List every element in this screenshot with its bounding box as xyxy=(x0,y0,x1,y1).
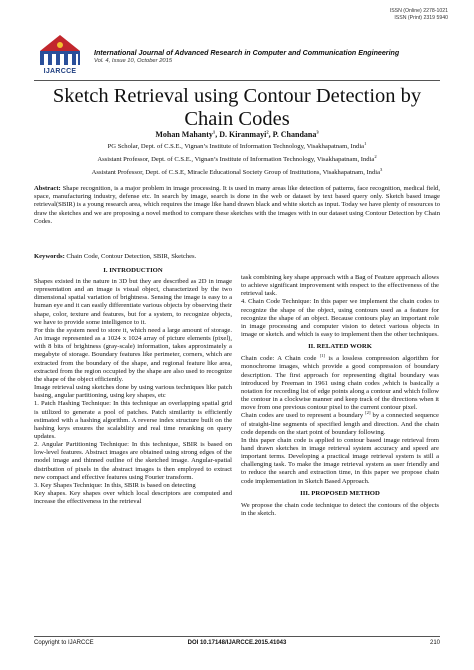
affiliation xyxy=(30,166,444,177)
paragraph: For this the system need to store it, which need a large amount of storage. An image represented as a 1024 x 1024 array of picture elements (pixel), with 8 bits of brightness (gray-scale) information, takes approximately a megabyte of storage. Boundary features like perimeter, corners, which are extracted from the boundary of the shape, and regional feature like area, extracted from the region occupied by the shape are also used to recognize the shape of the object efficiently. xyxy=(34,326,232,383)
paragraph xyxy=(241,355,439,412)
keywords xyxy=(34,253,440,261)
paragraph: Key shapes. Key shapes over which local descriptors are computed and increase the effectiveness in the retrieval xyxy=(34,490,232,506)
footer-rule xyxy=(34,636,440,637)
abstract xyxy=(34,185,440,226)
paragraph: Image retrieval using sketches done by using various techniques like patch basing, angular partitioning, using key shapes, etc xyxy=(34,384,232,400)
paper-title xyxy=(30,85,444,131)
logo-text: IJARCCE xyxy=(43,68,77,75)
paragraph: Shapes existed in the nature in 3D but they are described as 2D in image representation and an image is visual object, characterized by the two dimensional spatial variation of brightness. Sensing the image is easy to a human eye and it can easily differentiate various objects by observing their shape, color, texture and features, but for a system, to recognize objects, we have to provide some intelligence to it. xyxy=(34,278,232,326)
journal-name: International Journal of Advanced Research in Computer and Communication Engineering xyxy=(94,49,400,57)
issn-print: ISSN (Print) 2319 5940 xyxy=(394,15,448,21)
affiliation xyxy=(30,140,444,151)
author-separator: , xyxy=(215,130,220,139)
affiliation-mark: 1 xyxy=(364,140,367,146)
paragraph-text: Chain code: A Chain code xyxy=(241,355,320,363)
page-number: 210 xyxy=(429,640,440,646)
affiliation-text: Assistant Professor, Dept. of C.S.E., Vignan’s Institute of Information Technology, Visakhapatnam, India xyxy=(97,156,375,163)
paragraph: 3. Key Shapes Technique: In this, SBIR is based on detecting xyxy=(34,481,196,489)
abstract-label: Abstract: xyxy=(34,185,61,192)
paragraph: We propose the chain code technique to detect the contours of the objects in the sketch. xyxy=(241,501,439,517)
author-mark: 1 xyxy=(212,129,216,135)
affiliation-mark: 2 xyxy=(374,153,377,159)
paragraph: 1. Patch Hashing Technique: In this technique an overlapping spatial grid is utilized to generate a pool of patches. Patch similarity is efficiently estimated with a hashing algorithm. A reverse index structure built on the hashing keys ensures the scalability and real time reranking on query updates. xyxy=(34,400,232,440)
author-name: P. Chandana xyxy=(272,130,317,139)
copyright: Copyright to IJARCCE xyxy=(34,640,94,646)
doi: DOI 10.17148/IJARCCE.2015.41043 xyxy=(187,640,287,646)
title-line-1: Sketch Retrieval using Contour Detection by xyxy=(52,85,422,107)
author-separator: , xyxy=(268,130,273,139)
paragraph-text: Chain codes are used to represent a boundary xyxy=(241,412,366,420)
affiliation-text: Assistant Professor, Dept. of C.S.E, Miracle Educational Society Group of Institutions, Visakhapatnam, India xyxy=(91,169,381,176)
issn-online: ISSN (Online) 2278-1021 xyxy=(389,8,448,14)
title-line-2: Chain Codes xyxy=(184,108,290,130)
citation: [2] xyxy=(365,410,371,416)
journal-volume: Vol. 4, Issue 10, October 2015 xyxy=(94,58,173,64)
section-heading-proposed-method: III. PROPOSED METHOD xyxy=(300,489,380,497)
journal-logo xyxy=(34,33,86,67)
keywords-label: Keywords: xyxy=(34,253,65,260)
paragraph: task combining key shape approach with a Bag of Feature approach allows to achieve significant improvement with respect to the effectiveness of the retrieval task. xyxy=(241,274,439,298)
author-name: D. Kiranmayi xyxy=(219,130,267,139)
paragraph: 2. Angular Partitioning Technique: In this technique, SBIR is based on low-level features. Abstract images are obtained using strong edges of the model image and thinned outline of the sketched image. Angular-spatial distribution of pixels in the abstract images is then employed to extract new compact and effective features using Fourier transform. xyxy=(34,441,232,481)
paragraph xyxy=(241,412,439,436)
affiliation xyxy=(30,153,444,164)
section-heading-related-work: II. RELATED WORK xyxy=(308,343,372,351)
paragraph-text: is a lossless compression algorithm for monochrome images, which provide a good compression of boundary description. The first approach for representing digital boundary was introduced by Freeman in 1961 using chain codes ,which is basically a notation for recording list of edge points along a contour and which follow the contour in a clockwise manner and keep track of the directions when it move from one previous contour pixel to the current contour pixel. xyxy=(241,355,439,412)
left-column xyxy=(34,266,232,506)
abstract-text: Shape recognition, is a major problem in image processing. It is used in many areas like detection of patterns, face recognition, medical field, space, manufacturing industry, defense etc. In search by image, search is done in the web or dataset by text based query only. Sketch based image retrieval(SBIR) is a young research area, which requires the image like hand drawn black and white sketch as input. Today we have plenty of resources to draw the sketches and we are proposing a novel method to compare these sketches with the images with in our dataset using Contour Detection by Chain Codes. xyxy=(34,185,440,225)
keywords-text: Chain Code, Contour Detection, SBIR, Sketches. xyxy=(64,253,197,260)
author-mark: 3 xyxy=(316,129,319,135)
author-name: Mohan Mahanty xyxy=(155,130,213,139)
header-rule xyxy=(34,80,440,81)
section-heading-introduction: I. INTRODUCTION xyxy=(103,267,163,274)
right-column xyxy=(241,274,439,518)
affiliation-text: PG Scholar, Dept. of C.S.E., Vignan’s Institute of Information Technology, Visakhapatnam, India xyxy=(107,143,365,150)
paragraph-text: by a connected sequence of straight-line segments of specified length and direction. And the chain code depends on the start point of boundary following. xyxy=(241,412,439,436)
author-mark: 2 xyxy=(266,129,269,135)
affiliation-mark: 3 xyxy=(380,166,383,172)
paragraph: 4. Chain Code Technique: In this paper we implement the chain codes to recognize the shape of the object, using contours used as a feature for recognize the shape of an object. Because contours play an important role in image processing and computer vision to detect various objects in image or sketch. and which is easy to implement then the other techniques. xyxy=(241,298,439,339)
paragraph: In this paper chain code is applied to contour based image retrieval from hand drawn sketches in image retrieval system accuracy and speed are important terms. Developing a practical image retrieval system is still a challenging task. To make the image retrieval system as user friendly and to reduce the search and extraction time, in this paper we propose chain code implementation in Sketch Based Approach. xyxy=(241,436,439,485)
issn-block xyxy=(390,8,448,22)
author-list xyxy=(30,130,444,139)
citation: [1] xyxy=(319,353,326,359)
